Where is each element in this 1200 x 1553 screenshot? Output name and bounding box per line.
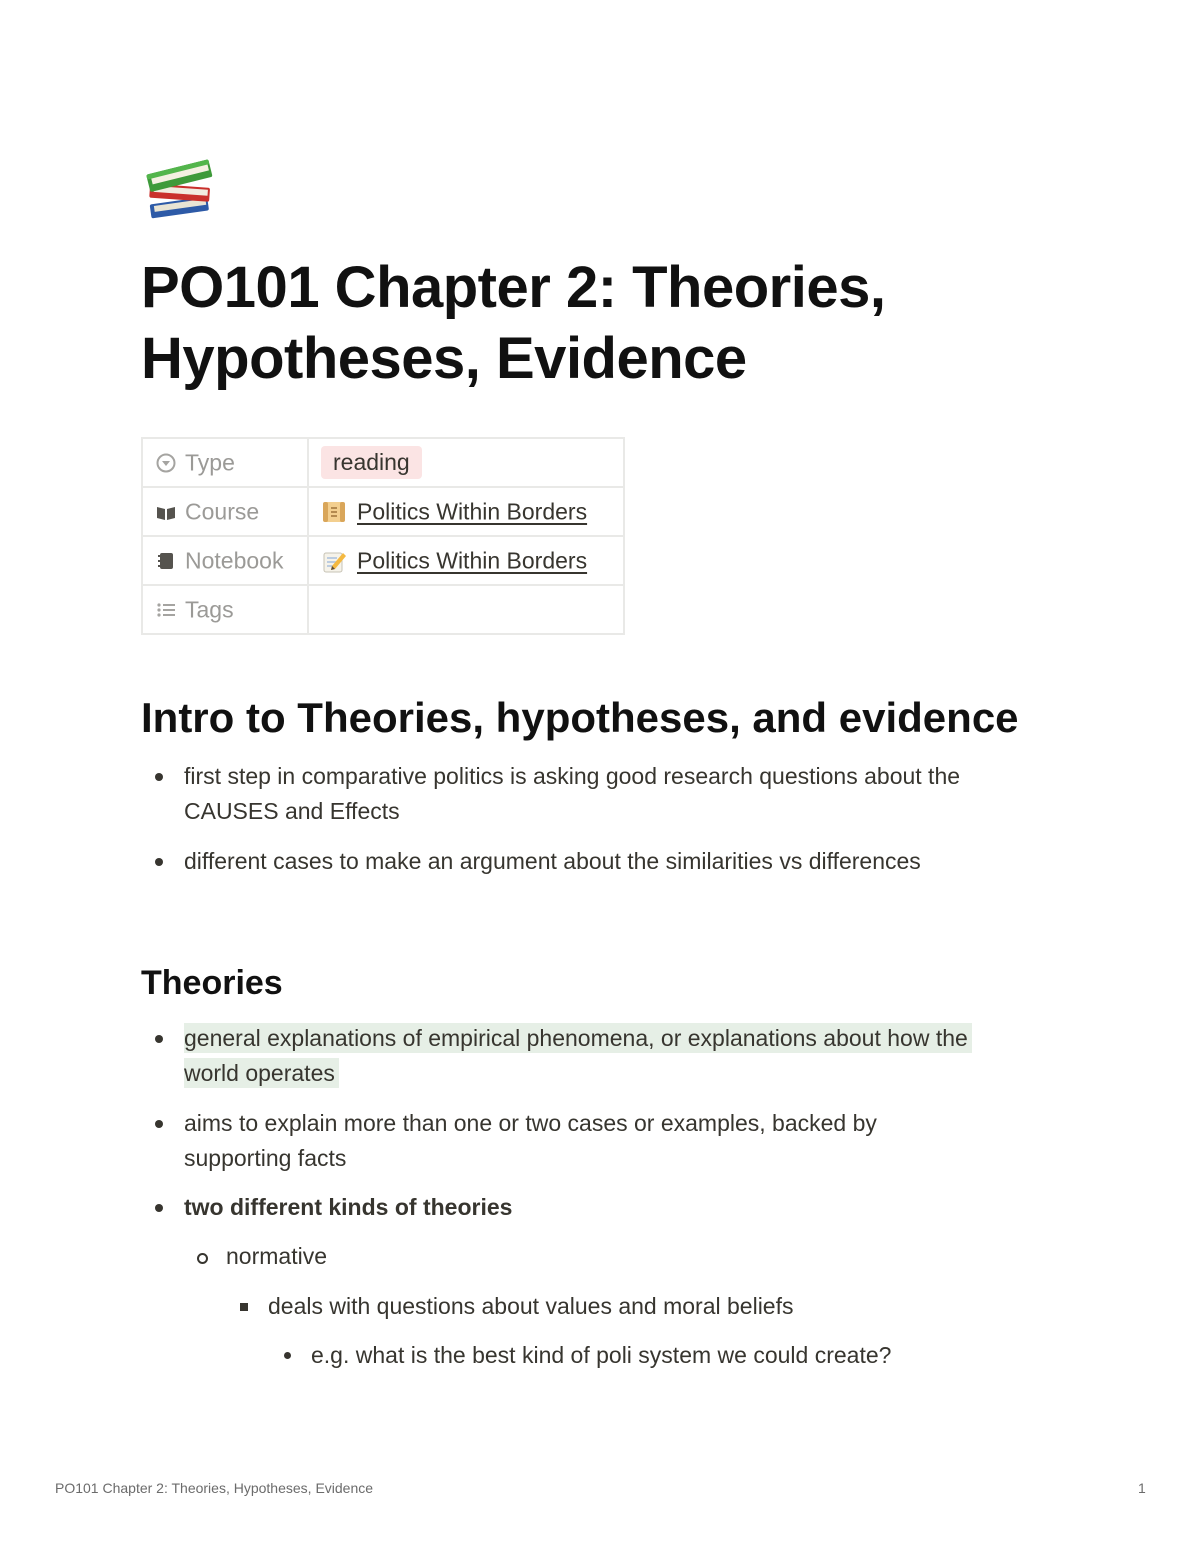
- section-heading-theories: Theories: [141, 964, 283, 1002]
- books-icon: [143, 152, 223, 232]
- property-row-notebook: [142, 536, 624, 585]
- open-book-icon: [155, 501, 177, 523]
- course-link[interactable]: Politics Within Borders: [357, 498, 588, 525]
- property-label: Course: [185, 498, 260, 525]
- highlight: world operates: [184, 1058, 339, 1088]
- bullet-circle: [197, 1253, 208, 1264]
- highlight: general explanations of empirical phenomena, or explanations about how the: [184, 1023, 972, 1053]
- page-title: PO101 Chapter 2: Theories, Hypotheses, Evidence: [141, 255, 886, 391]
- bullet-square: [240, 1303, 248, 1311]
- property-value-tags[interactable]: [308, 585, 624, 634]
- properties-table: [141, 437, 625, 635]
- select-icon: [155, 452, 177, 474]
- list-item-continued: [184, 1056, 339, 1091]
- footer-title: PO101 Chapter 2: Theories, Hypotheses, Evidence: [55, 1480, 374, 1496]
- notebook-icon: [155, 550, 177, 572]
- footer-page-number: 1: [1138, 1480, 1146, 1496]
- property-row-tags: [142, 585, 624, 634]
- property-key-notebook[interactable]: [142, 536, 308, 585]
- property-key-type[interactable]: [142, 438, 308, 487]
- list-item-highlighted: [184, 1021, 972, 1056]
- property-label: Tags: [185, 596, 234, 623]
- property-row-type: [142, 438, 624, 487]
- list-item-continued: supporting facts: [184, 1145, 347, 1171]
- scroll-icon: [321, 499, 347, 525]
- list-item: aims to explain more than one or two cases or examples, backed by: [184, 1110, 877, 1136]
- property-row-course: [142, 487, 624, 536]
- property-label: Type: [185, 449, 235, 476]
- bullet-disc: [284, 1352, 291, 1359]
- property-key-course[interactable]: [142, 487, 308, 536]
- bullet-disc: [155, 773, 163, 781]
- section-heading-intro: Intro to Theories, hypotheses, and evidence: [141, 694, 1019, 741]
- type-tag[interactable]: reading: [321, 446, 422, 479]
- bullet-disc: [155, 858, 163, 866]
- bullet-disc: [155, 1204, 163, 1212]
- bullet-disc: [155, 1120, 163, 1128]
- property-value-course[interactable]: [308, 487, 624, 536]
- property-value-notebook[interactable]: [308, 536, 624, 585]
- list-item: different cases to make an argument about the similarities vs differences: [184, 848, 921, 874]
- list-icon: [155, 599, 177, 621]
- list-item-nested: deals with questions about values and moral beliefs: [268, 1293, 794, 1319]
- list-item-bold: two different kinds of theories: [184, 1194, 513, 1220]
- list-item-nested: normative: [226, 1243, 327, 1269]
- property-key-tags[interactable]: [142, 585, 308, 634]
- notebook-link[interactable]: Politics Within Borders: [357, 547, 588, 574]
- list-item: first step in comparative politics is asking good research questions about the: [184, 763, 961, 789]
- list-item-continued: CAUSES and Effects: [184, 798, 400, 824]
- bullet-disc: [155, 1035, 163, 1043]
- property-label: Notebook: [185, 547, 284, 574]
- memo-icon: [321, 548, 347, 574]
- list-item-nested: e.g. what is the best kind of poli system we could create?: [311, 1342, 892, 1368]
- property-value-type[interactable]: [308, 438, 624, 487]
